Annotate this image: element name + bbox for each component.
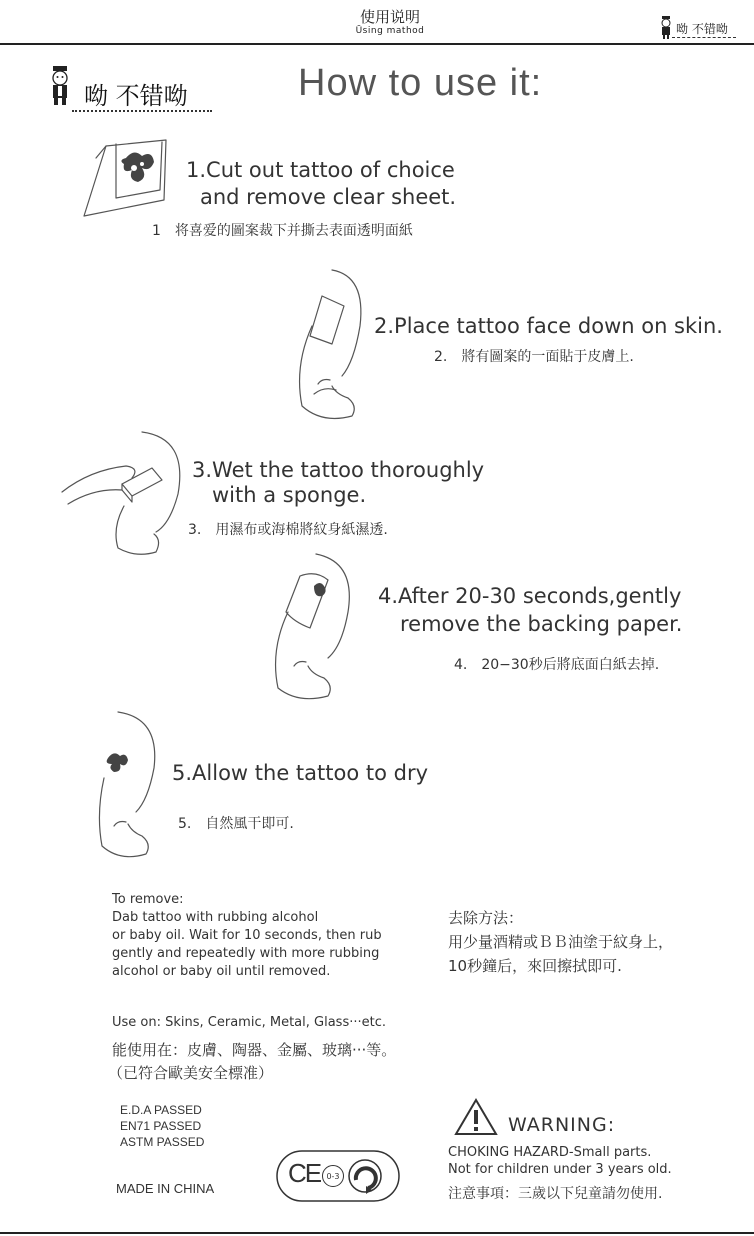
remove-en-line: gently and repeatedly with more rubbing xyxy=(112,946,380,961)
certification-item: EN71 PASSED xyxy=(120,1119,202,1133)
safety-standard: （已符合歐美安全標准） xyxy=(108,1064,274,1082)
step-2-text: 2.Place tattoo face down on skin. xyxy=(374,314,723,338)
dry-tattoo-illustration xyxy=(96,708,170,864)
remove-en-line: To remove: xyxy=(112,892,184,907)
remove-en-line: Dab tattoo with rubbing alcohol xyxy=(112,910,319,925)
certification-item: E.D.A PASSED xyxy=(120,1103,202,1117)
step-5-text: 5.Allow the tattoo to dry xyxy=(172,761,428,785)
cut-sheet-illustration xyxy=(76,138,176,224)
step-4-text-line-1: 4.After 20-30 seconds,gently xyxy=(378,584,682,608)
warning-line-1: CHOKING HAZARD-Small parts. xyxy=(448,1145,652,1160)
certification-list xyxy=(120,1102,204,1150)
use-on-cn: 能使用在：皮膚、陶器、金屬、玻璃···等。 xyxy=(112,1041,397,1059)
step-2-chinese: 2. 將有圖案的一面貼于皮膚上. xyxy=(434,349,634,365)
mascot-small-icon xyxy=(660,16,672,40)
remove-cn-line: 用少量酒精或ＢＢ油塗于紋身上， xyxy=(448,933,674,951)
warning-title: WARNING: xyxy=(508,1114,616,1136)
remove-instructions-cn xyxy=(448,906,673,978)
use-on-en: Use on: Skins, Ceramic, Metal, Glass···etc. xyxy=(112,1015,386,1030)
step-1-text-line-1: 1.Cut out tattoo of choice xyxy=(186,158,455,182)
step-3-text-line-1: 3.Wet the tattoo thoroughly xyxy=(192,458,485,482)
ce-mark: CE xyxy=(288,1158,321,1188)
header-subtitle: Ūsing mathod xyxy=(355,26,425,36)
warning-chinese: 注意事項：三歲以下兒童請勿使用. xyxy=(448,1186,663,1202)
age-mark-label: 0-3 xyxy=(326,1172,340,1181)
step-1-chinese: 1 将喜爱的圖案裁下并撕去表面透明面紙 xyxy=(152,223,413,239)
step-4-text-line-2: remove the backing paper. xyxy=(400,612,683,636)
header-divider xyxy=(0,43,754,45)
header-title: 使用说明 xyxy=(359,8,420,26)
footer-divider xyxy=(0,1232,754,1234)
warning-line-2: Not for children under 3 years old. xyxy=(448,1162,672,1177)
place-tattoo-illustration xyxy=(292,266,382,426)
header-brand: 呦 不错呦 xyxy=(676,22,728,36)
certification-item: ASTM PASSED xyxy=(120,1135,205,1149)
remove-en-line: or baby oil. Wait for 10 seconds, then rub xyxy=(112,928,382,943)
main-brand-underline xyxy=(72,110,212,112)
sponge-illustration xyxy=(60,428,192,558)
remove-en-line: alcohol or baby oil until removed. xyxy=(112,964,331,979)
mascot-icon xyxy=(50,66,70,106)
warning-triangle-icon xyxy=(454,1098,498,1136)
remove-backing-illustration xyxy=(266,550,362,706)
step-3-text-line-2: with a sponge. xyxy=(212,483,367,507)
step-4-chinese: 4. 20−30秒后將底面白紙去掉. xyxy=(454,657,660,673)
header-brand-underline xyxy=(672,37,736,38)
remove-cn-line: 去除方法： xyxy=(448,909,524,927)
step-5-chinese: 5. 自然風干即可. xyxy=(178,816,294,832)
remove-cn-line: 10秒鐘后，來回擦拭即可. xyxy=(448,957,622,975)
remove-instructions-en xyxy=(112,891,382,981)
page-heading: How to use it: xyxy=(298,62,543,104)
main-brand: 呦 不错呦 xyxy=(84,82,188,110)
step-1-text-line-2: and remove clear sheet. xyxy=(200,185,457,209)
step-3-chinese: 3. 用濕布或海棉將紋身紙濕透. xyxy=(188,522,388,538)
made-in-china: MADE IN CHINA xyxy=(116,1181,215,1196)
